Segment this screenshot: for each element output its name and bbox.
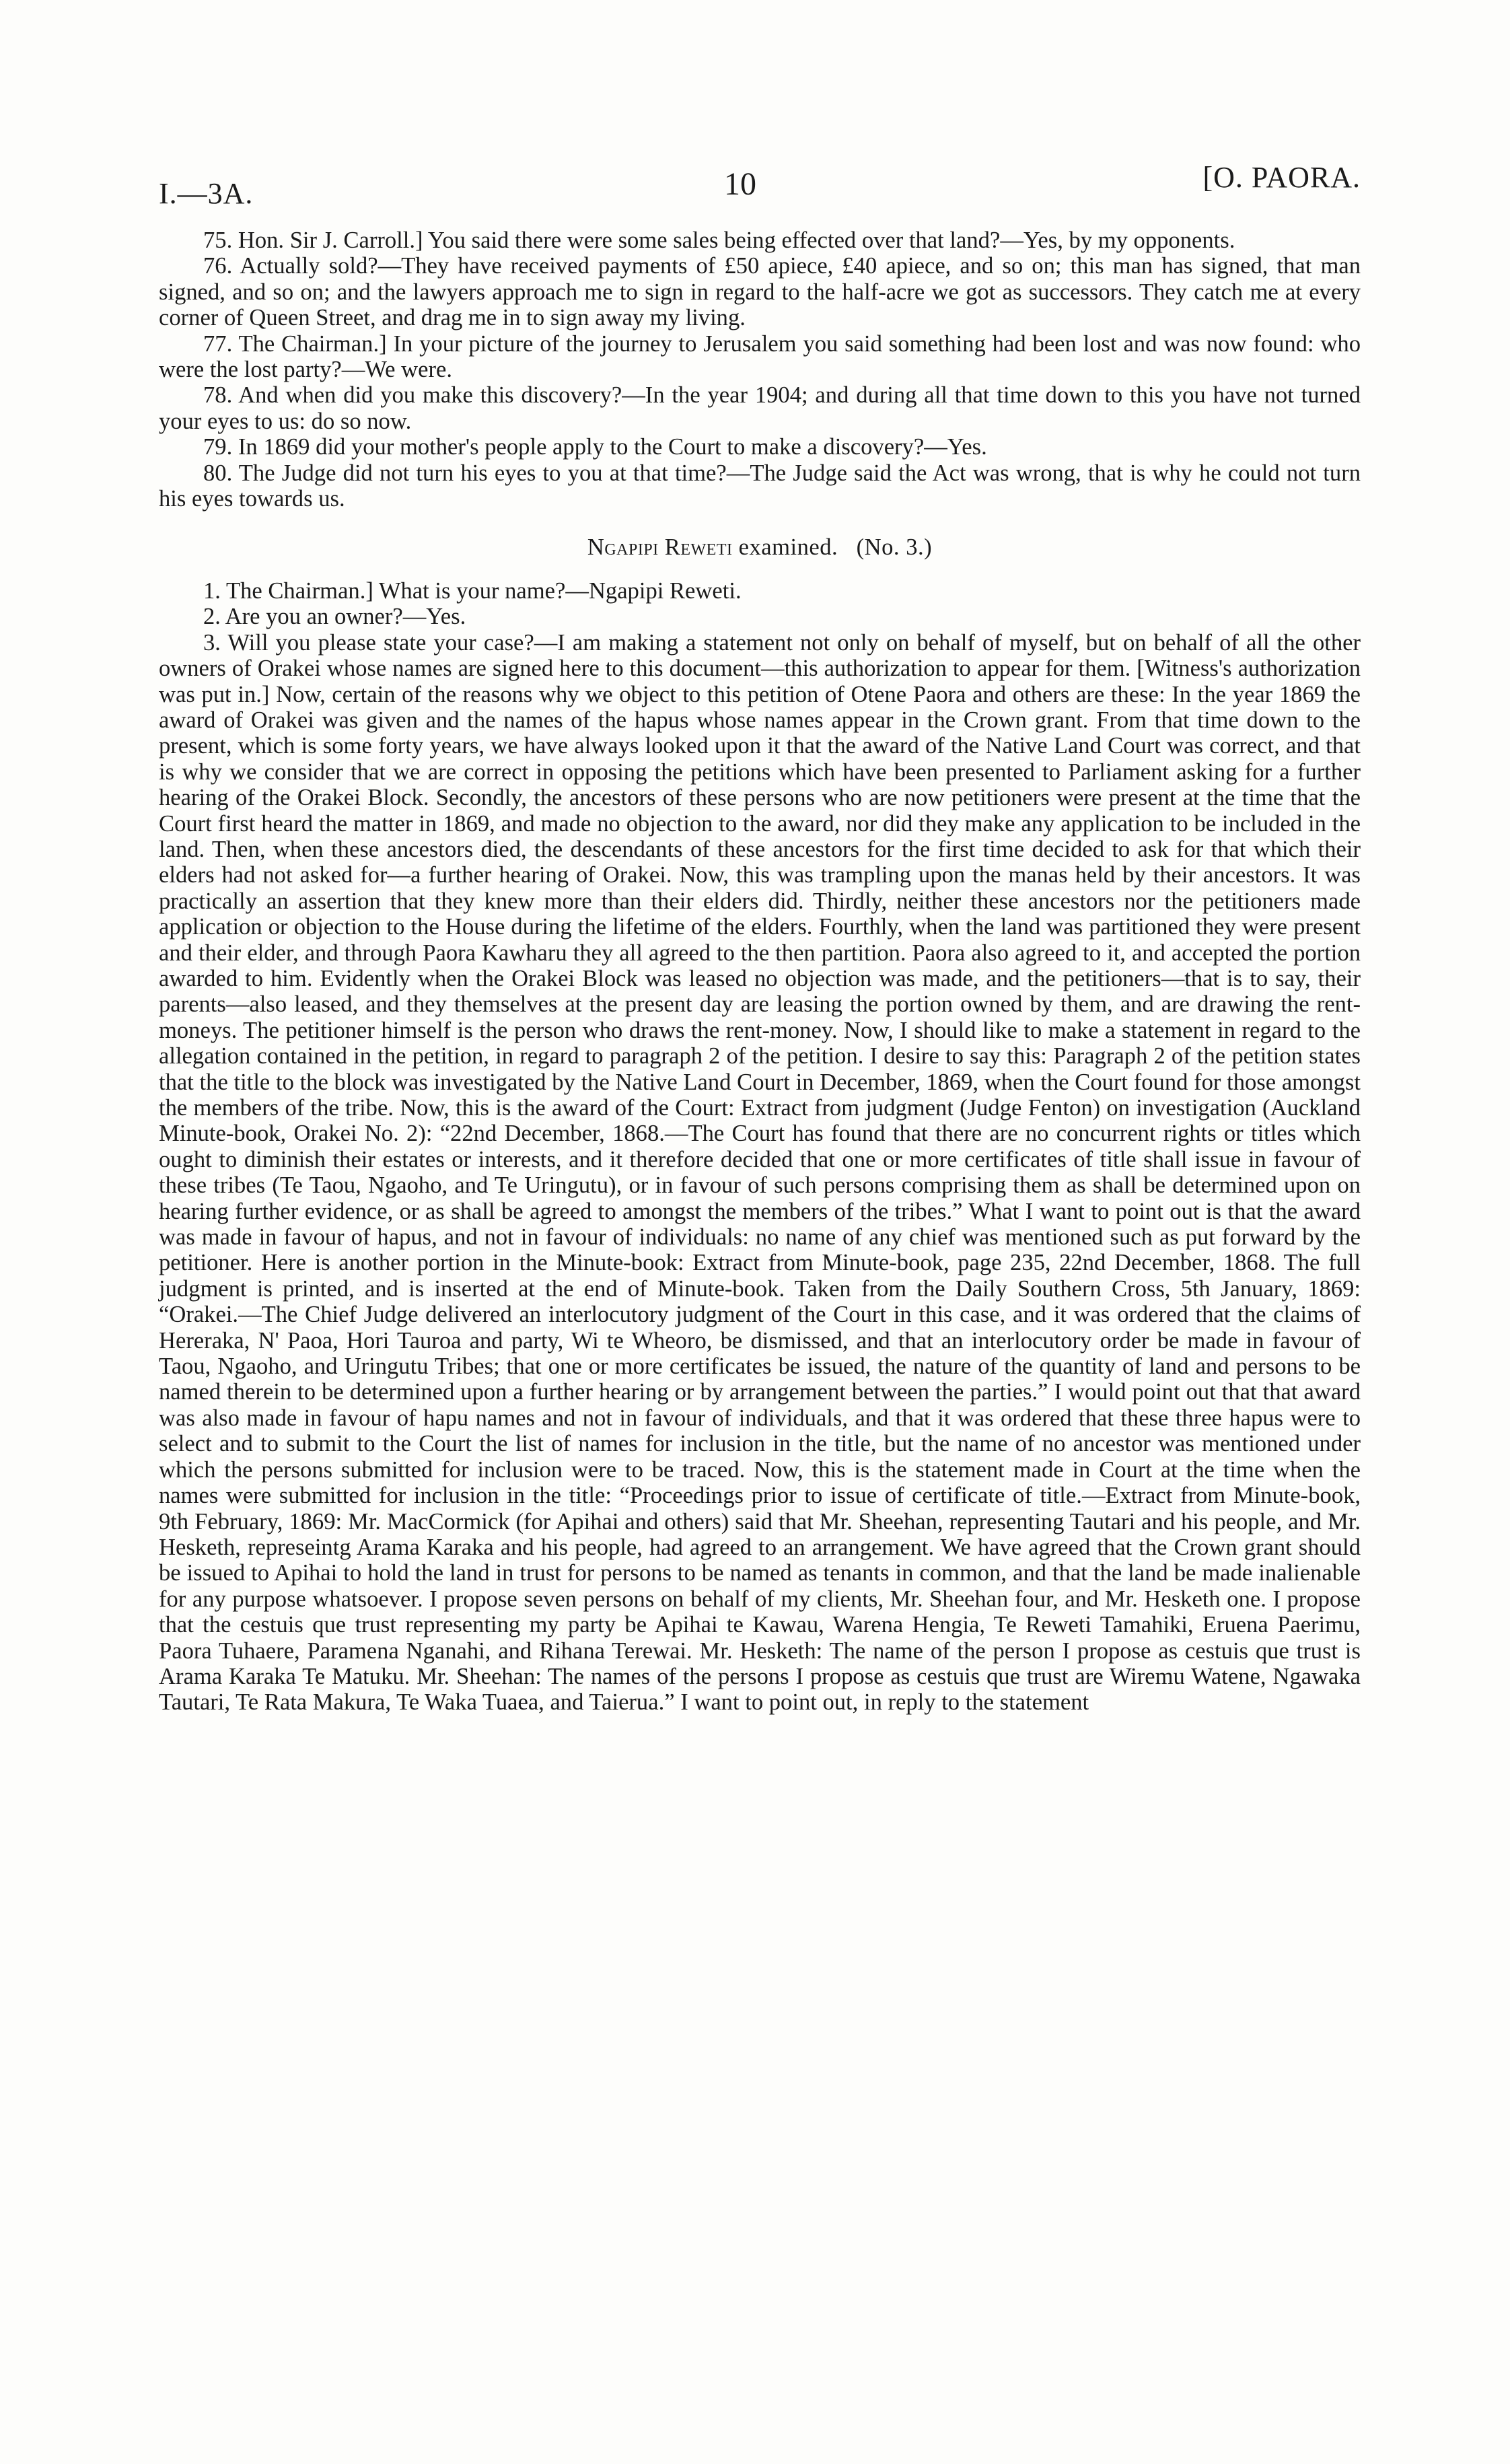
paragraph-79: 79. In 1869 did your mother's people apply to the Court to make a discovery?—Yes. (203, 434, 987, 460)
paragraph-77: 77. The Chairman.] In your picture of the journey to Jerusalem you said something had been lost and was now found: who were the lost party?—We were. (159, 330, 1361, 383)
page-header (159, 156, 1361, 217)
paragraph-78: 78. And when did you make this discovery?—In the year 1904; and during all that time down to this you have not turned your eyes to us: do so now. (159, 382, 1361, 434)
paragraph-2: 2. Are you an owner?—Yes. (203, 604, 466, 630)
page-number: 10 (724, 166, 756, 202)
heading-suffix: examined. (732, 534, 838, 561)
running-head: [O. PAORA. (1202, 161, 1361, 194)
document-reference: I.—3A. (159, 177, 254, 210)
paragraph-80: 80. The Judge did not turn his eyes to you at that time?—The Judge said the Act was wrong, that is why he could not turn his eyes towards us. (159, 460, 1361, 512)
paragraph-75: 75. Hon. Sir J. Carroll.] You said there were some sales being effected over that land?—Yes, by my opponents. (203, 227, 1235, 253)
witness-number: (No. 3.) (856, 534, 933, 561)
document-page (159, 156, 1361, 1716)
paragraph-3: 3. Will you please state your case?—I am making a statement not only on behalf of myself, but on behalf of all the other owners of Orakei whose names are signed here to this document—this authorization to appear for them. [Witness's authorization was put in.] Now, certain of the reasons why we object to this petition of Otene Paora and others are these: In the year 1869 the award of Orakei was given and the names of the hapus whose names appear in the Crown grant. From that time down to the present, which is some forty years, we have always looked upon it that the award of the Native Land Court was correct, and that is why we consider that we are correct in opposing the petitions which have been presented to Parliament asking for a further hearing of the Orakei Block. Secondly, the ancestors of these persons who are now petitioners were present at the time that the Court first heard the matter in 1869, and made no objection to the award, nor did they make any application to be included in the land. Then, when these ancestors died, the descendants of these ancestors for the first time decided to ask for that which their elders had not asked for—a further hearing of Orakei. Now, this was trampling upon the manas held by their ancestors. It was practically an assertion that they knew more than their elders did. Thirdly, neither these ancestors nor the petitioners made application or objection to the House during the lifetime of the elders. Fourthly, when the land was partitioned they were present and their elder, and through Paora Kawharu they all agreed to the then partition. Paora also agreed to it, and accepted the portion awarded to him. Evidently when the Orakei Block was leased no objection was made, and the petitioners—that is to say, their parents—also leased, and they themselves at the present day are leasing the portion owned by them, and are drawing the rent-moneys. The petitioner himself is the person who draws the rent-money. Now, I should like to make a statement in regard to the allegation contained in the petition, in regard to paragraph 2 of the petition. I desire to say this: Paragraph 2 of the petition states that the title to the block was investigated by the Native Land Court in December, 1869, when the Court found for those amongst the members of the tribe. Now, this is the award of the Court: Extract from judgment (Judge Fenton) on investigation (Auckland Minute-book, Orakei No. 2): “22nd December, 1868.—The Court has found that there are no concurrent rights or titles which ought to diminish their estates or interests, and it therefore decided that one or more certificates of title shall issue in favour of these tribes (Te Taou, Ngaoho, and Te Uringutu), or in favour of such persons comprising them as shall be determined upon on hearing further evidence, or as shall be agreed to amongst the members of the tribes.” What I want to point out is that the award was made in favour of hapus, and not in favour of individuals: no name of any chief was mentioned such as put forward by the petitioner. Here is another portion in the Minute-book: Extract from Minute-book, page 235, 22nd December, 1868. The full judgment is printed, and is inserted at the end of Minute-book. Taken from the Daily Southern Cross, 5th January, 1869: “Orakei.—The Chief Judge delivered an interlocutory judgment of the Court in this case, and it was ordered that the claims of Hereraka, N' Paoa, Hori Tauroa and party, Wi te Wheoro, be dismissed, and that an interlocutory order be made in favour of Taou, Ngaoho, and Uringutu Tribes; that one or more certificates be issued, the nature of the quantity of land and persons to be named therein to be determined upon a further hearing or by arrangement between the parties.” I would point out that that award was also made in favour of hapu names and not in favour of individuals, and that it was ordered that these three hapus were to select and to submit to the Court the list of names for inclusion in the title, but the name of no ancestor was mentioned under which the persons submitted for inclusion were to be traced. Now, this is the statement made in Court at the time when the names were submitted for inclusion in the title: “Proceedings prior to issue of certificate of title.—Extract from Minute-book, 9th February, 1869: Mr. MacCormick (for Apihai and others) said that Mr. Sheehan, representing Tautari and his people, and Mr. Hesketh, represeintg Arama Karaka and his people, had agreed to an arrangement. We have agreed that the Crown grant should be issued to Apihai to hold the land in trust for persons to be named as tenants in common, and that the land be made inalienable for any purpose whatsoever. I propose seven persons on behalf of my clients, Mr. Sheehan four, and Mr. Hesketh one. I propose that the cestuis que trust representing my party be Apihai te Kawau, Warena Hengia, Te Reweti Tamahiki, Eruena Paerimu, Paora Tuhaere, Paramena Nganahi, and Rihana Terewai. Mr. Hesketh: The name of the person I propose as cestuis que trust is Arama Karaka Te Matuku. Mr. Sheehan: The names of the persons I propose as cestuis que trust are Wiremu Watene, Ngawaka Tautari, Te Rata Makura, Te Waka Tuaea, and Taierua.” I want to point out, in reply to the statement (159, 629, 1361, 1716)
section-heading (159, 534, 1361, 560)
document-body (159, 227, 1361, 1716)
paragraph-1: 1. The Chairman.] What is your name?—Ngapipi Reweti. (203, 577, 742, 604)
paragraph-76: 76. Actually sold?—They have received payments of £50 apiece, £40 apiece, and so on; this man has signed, that man signed, and so on; and the lawyers approach me to sign in regard to the half-acre we got as successors. They catch me at every corner of Queen Street, and drag me in to sign away my living. (159, 253, 1361, 331)
witness-name: Ngapipi Reweti (587, 534, 733, 561)
